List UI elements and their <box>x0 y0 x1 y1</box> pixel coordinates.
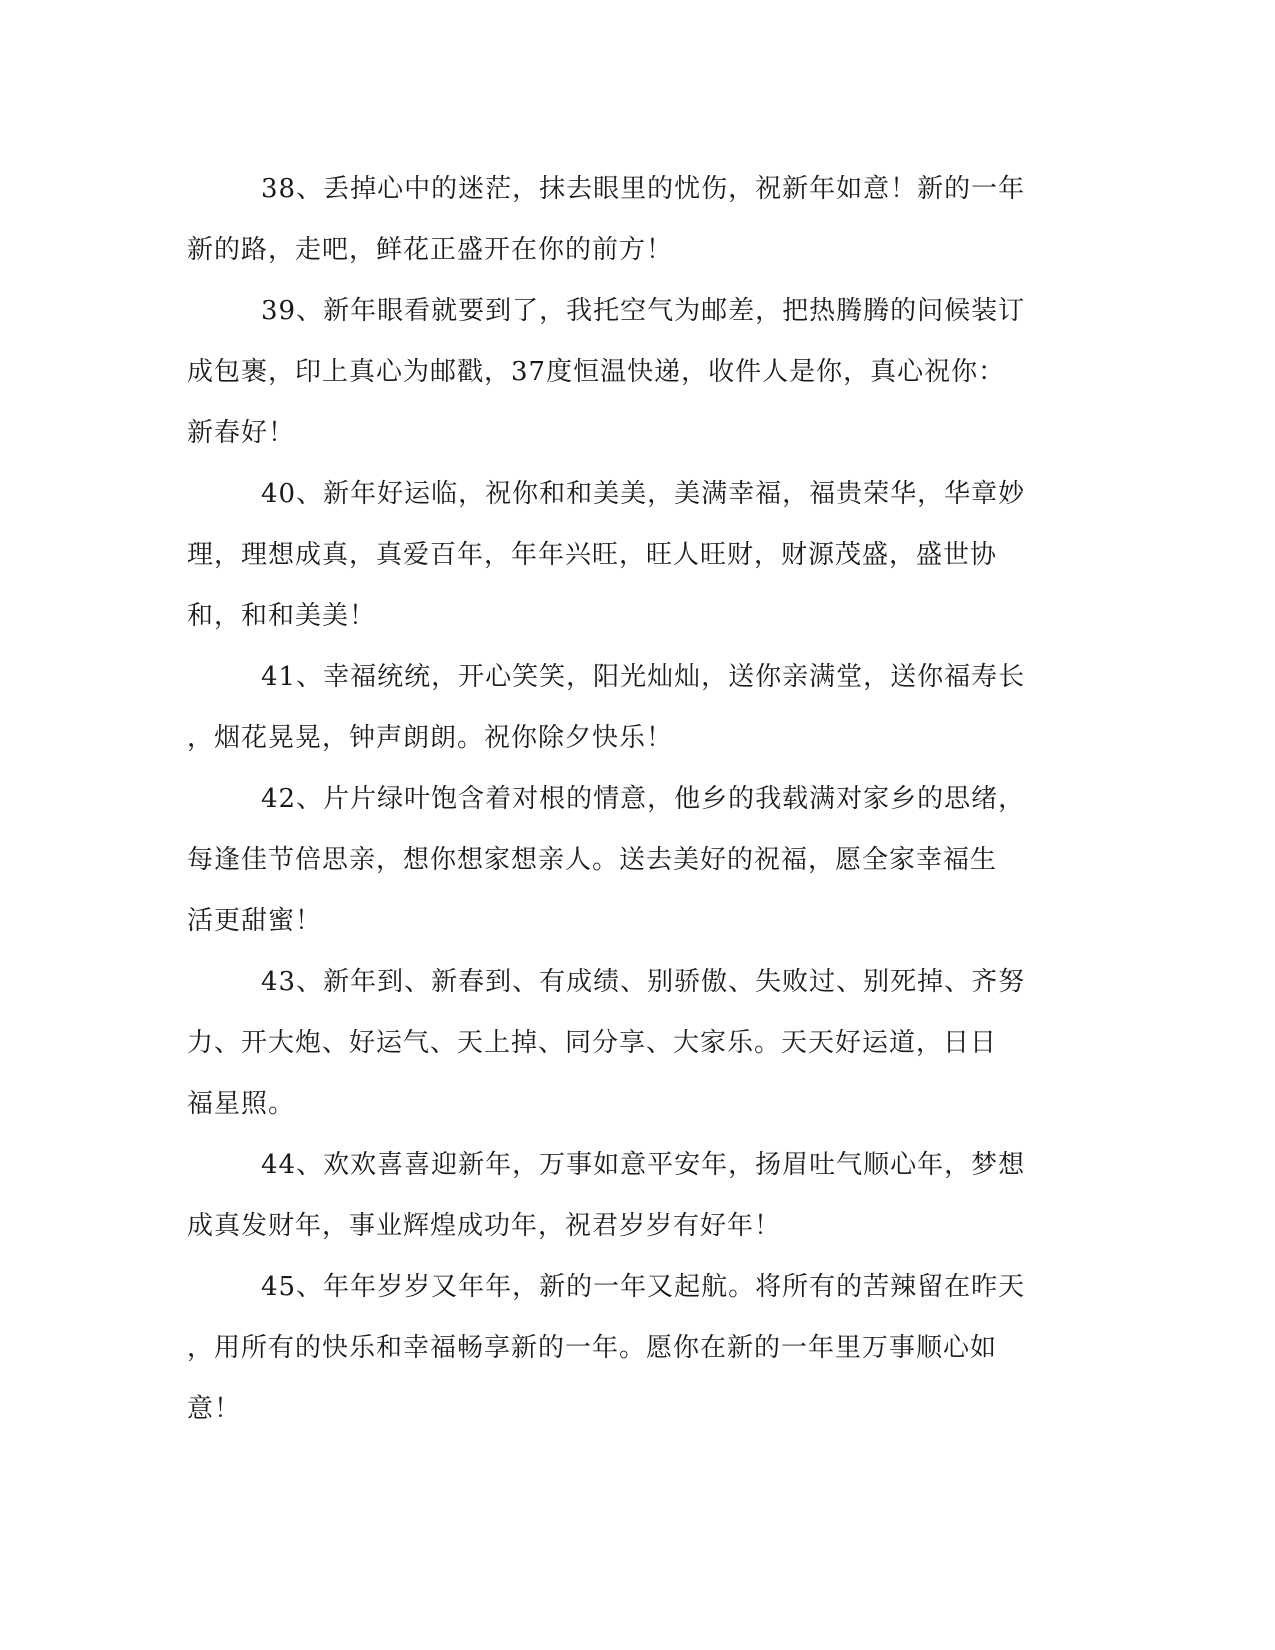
paragraph-line: 40、新年好运临，祝你和和美美，美满幸福，福贵荣华，华章妙 <box>261 479 1026 509</box>
paragraph-line: 39、新年眼看就要到了，我托空气为邮差，把热腾腾的问候装订 <box>261 296 1026 326</box>
paragraph-line: 理，理想成真，真爱百年，年年兴旺，旺人旺财，财源茂盛，盛世协 <box>187 540 998 570</box>
paragraph-line: 新的路，走吧，鲜花正盛开在你的前方！ <box>187 235 674 265</box>
paragraph-line: 力、开大炮、好运气、天上掉、同分享、大家乐。天天好运道，日日 <box>187 1028 998 1058</box>
paragraph-line: 成包裹，印上真心为邮戳，37度恒温快递，收件人是你，真心祝你： <box>187 357 1006 387</box>
paragraph-40 <box>187 464 1047 647</box>
paragraph-39 <box>187 281 1047 464</box>
paragraph-44 <box>187 1135 1047 1257</box>
paragraph-41 <box>187 647 1047 769</box>
paragraph-line: 44、欢欢喜喜迎新年，万事如意平安年，扬眉吐气顺心年，梦想 <box>261 1150 1026 1180</box>
paragraph-38 <box>187 159 1047 281</box>
paragraph-line: 活更甜蜜！ <box>187 906 323 936</box>
paragraph-line: 38、丢掉心中的迷茫，抹去眼里的忧伤，祝新年如意！新的一年 <box>261 174 1026 204</box>
paragraph-line: 43、新年到、新春到、有成绩、别骄傲、失败过、别死掉、齐努 <box>261 967 1026 997</box>
document-body <box>187 159 1047 1440</box>
paragraph-line: ，烟花晃晃，钟声朗朗。祝你除夕快乐！ <box>187 723 674 753</box>
paragraph-line: 和，和和美美！ <box>187 601 377 631</box>
paragraph-line: ，用所有的快乐和幸福畅享新的一年。愿你在新的一年里万事顺心如 <box>187 1333 998 1363</box>
paragraph-line: 45、年年岁岁又年年，新的一年又起航。将所有的苦辣留在昨天 <box>261 1272 1026 1302</box>
paragraph-line: 福星照。 <box>187 1089 296 1119</box>
paragraph-line: 42、片片绿叶饱含着对根的情意，他乡的我载满对家乡的思绪， <box>261 784 1026 814</box>
paragraph-45 <box>187 1257 1047 1440</box>
paragraph-line: 每逢佳节倍思亲，想你想家想亲人。送去美好的祝福，愿全家幸福生 <box>187 845 998 875</box>
paragraph-line: 41、幸福统统，开心笑笑，阳光灿灿，送你亲满堂，送你福寿长 <box>261 662 1026 692</box>
paragraph-line: 成真发财年，事业辉煌成功年，祝君岁岁有好年！ <box>187 1211 782 1241</box>
paragraph-line: 新春好！ <box>187 418 296 448</box>
paragraph-43 <box>187 952 1047 1135</box>
paragraph-line: 意！ <box>187 1394 242 1424</box>
paragraph-42 <box>187 769 1047 952</box>
